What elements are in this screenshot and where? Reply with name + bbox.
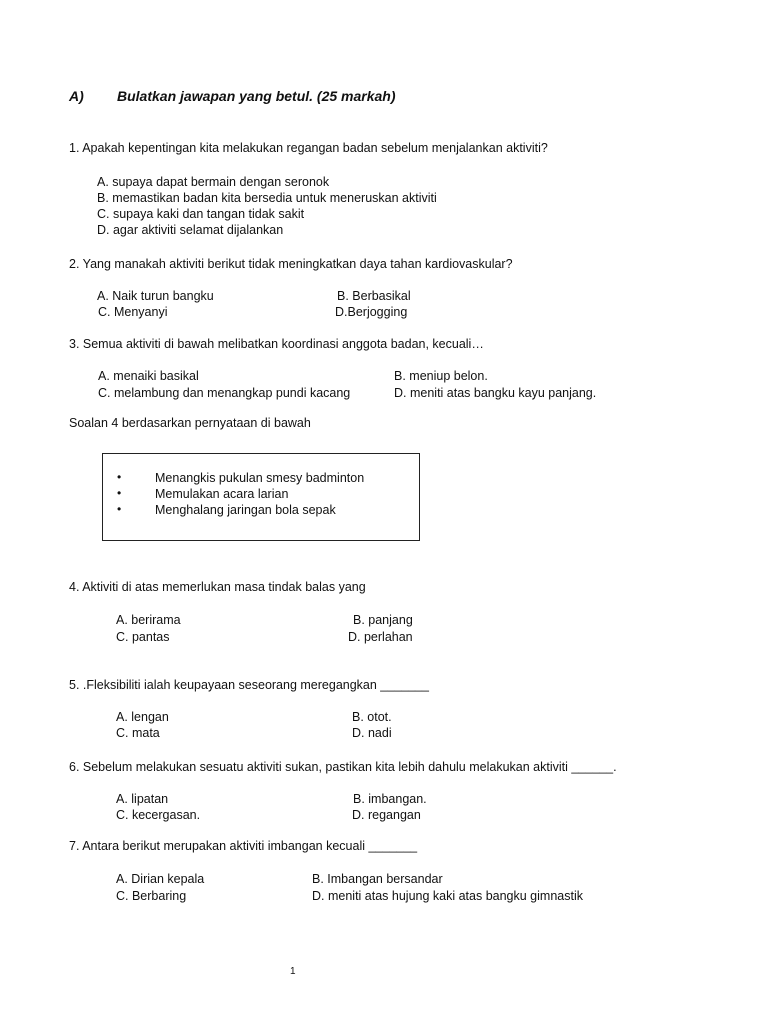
section-letter: A) <box>69 88 84 104</box>
question-1: 1. Apakah kepentingan kita melakukan regangan badan sebelum menjalankan aktiviti? <box>69 141 548 155</box>
q5-option-c: C. mata <box>116 726 160 740</box>
stimulus-item-2: Memulakan acara larian <box>155 487 289 501</box>
q2-option-b: B. Berbasikal <box>337 289 411 303</box>
q1-option-a: A. supaya dapat bermain dengan seronok <box>97 175 330 189</box>
q5-option-d: D. nadi <box>352 726 392 740</box>
question-7: 7. Antara berikut merupakan aktiviti imbangan kecuali _______ <box>69 839 418 853</box>
q1-option-b: B. memastikan badan kita bersedia untuk meneruskan aktiviti <box>97 191 437 205</box>
stimulus-item-3: Menghalang jaringan bola sepak <box>155 503 336 517</box>
question-6: 6. Sebelum melakukan sesuatu aktiviti sukan, pastikan kita lebih dahulu melakukan aktiviti ______. <box>69 760 617 774</box>
stimulus-box <box>102 453 420 541</box>
question-4: 4. Aktiviti di atas memerlukan masa tindak balas yang <box>69 580 366 594</box>
bullet-icon: • <box>117 486 122 500</box>
question-3: 3. Semua aktiviti di bawah melibatkan koordinasi anggota badan, kecuali… <box>69 337 484 351</box>
q7-option-a: A. Dirian kepala <box>116 872 205 886</box>
q6-option-d: D. regangan <box>352 808 421 822</box>
q7-option-d: D. meniti atas hujung kaki atas bangku gimnastik <box>312 889 583 903</box>
q4-option-b: B. panjang <box>353 613 413 627</box>
q3-option-d: D. meniti atas bangku kayu panjang. <box>394 386 597 400</box>
question-2: 2. Yang manakah aktiviti berikut tidak meningkatkan daya tahan kardiovaskular? <box>69 257 513 271</box>
question-5: 5. .Fleksibiliti ialah keupayaan seseorang meregangkan _______ <box>69 678 429 692</box>
q3-option-b: B. meniup belon. <box>394 369 488 383</box>
q2-option-a: A. Naik turun bangku <box>97 289 214 303</box>
q4-option-d: D. perlahan <box>348 630 413 644</box>
q5-option-a: A. lengan <box>116 710 169 724</box>
page-number: 1 <box>290 966 296 977</box>
q7-option-c: C. Berbaring <box>116 889 187 903</box>
bullet-icon: • <box>117 470 122 484</box>
q4-option-a: A. berirama <box>116 613 181 627</box>
q6-option-a: A. lipatan <box>116 792 169 806</box>
q3-option-a: A. menaiki basikal <box>98 369 199 383</box>
q5-option-b: B. otot. <box>352 710 392 724</box>
bullet-icon: • <box>117 502 122 516</box>
q1-option-c: C. supaya kaki dan tangan tidak sakit <box>97 207 305 221</box>
stimulus-item-1: Menangkis pukulan smesy badminton <box>155 471 365 485</box>
q1-option-d: D. agar aktiviti selamat dijalankan <box>97 223 284 237</box>
q6-option-b: B. imbangan. <box>353 792 427 806</box>
q2-option-c: C. Menyanyi <box>98 305 168 319</box>
stimulus-intro: Soalan 4 berdasarkan pernyataan di bawah <box>69 416 311 430</box>
q4-option-c: C. pantas <box>116 630 170 644</box>
q2-option-d: D.Berjogging <box>335 305 408 319</box>
q7-option-b: B. Imbangan bersandar <box>312 872 443 886</box>
q6-option-c: C. kecergasan. <box>116 808 201 822</box>
q3-option-c: C. melambung dan menangkap pundi kacang <box>98 386 351 400</box>
section-instruction: Bulatkan jawapan yang betul. (25 markah) <box>117 88 396 104</box>
